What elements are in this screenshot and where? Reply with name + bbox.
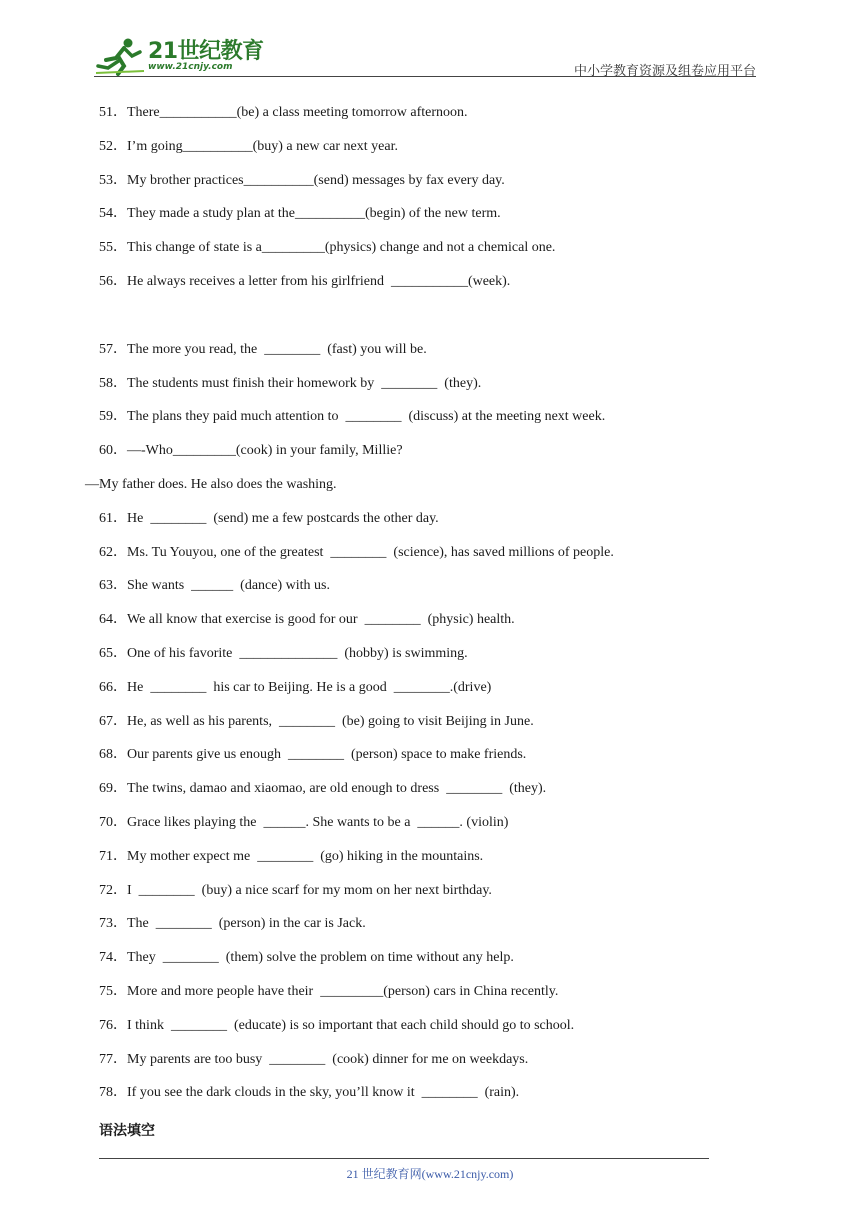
question-74: 74．They ________ (them) solve the problem on time without any help. bbox=[99, 950, 514, 966]
question-70: 70．Grace likes playing the ______. She wants to be a ______. (violin) bbox=[99, 814, 509, 830]
question-58: 58．The students must finish their homework by ________ (they). bbox=[99, 375, 482, 391]
question-63: 63．She wants ______ (dance) with us. bbox=[99, 578, 330, 594]
logo bbox=[94, 36, 264, 76]
question-53: 53．My brother practices__________(send) messages by fax every day. bbox=[99, 172, 505, 188]
blank-spacer bbox=[99, 306, 739, 340]
question-71: 71．My mother expect me ________ (go) hiking in the mountains. bbox=[99, 848, 484, 864]
question-67: 67．He, as well as his parents, ________ (be) going to visit Beijing in June. bbox=[99, 713, 534, 729]
question-76: 76．I think ________ (educate) is so important that each child should go to school. bbox=[99, 1017, 575, 1033]
page-header bbox=[94, 30, 756, 80]
question-78: 78．If you see the dark clouds in the sky, you’ll know it ________ (rain). bbox=[99, 1085, 520, 1101]
question-72: 72．I ________ (buy) a nice scarf for my mom on her next birthday. bbox=[99, 882, 492, 898]
question-54: 54．They made a study plan at the__________(begin) of the new term. bbox=[99, 206, 501, 222]
logo-title: 21世纪教育 bbox=[148, 39, 264, 64]
question-73: 73．The ________ (person) in the car is Jack. bbox=[99, 916, 366, 932]
question-51: 51．There___________(be) a class meeting tomorrow afternoon. bbox=[99, 105, 468, 120]
question-60: 60．—-Who_________(cook) in your family, Millie? bbox=[99, 443, 403, 459]
question-list bbox=[85, 103, 739, 1117]
logo-url: www.21cnjy.com bbox=[148, 62, 233, 72]
footer-divider bbox=[99, 1158, 709, 1159]
question-69: 69．The twins, damao and xiaomao, are old enough to dress ________ (they). bbox=[99, 781, 547, 797]
question-77: 77．My parents are too busy ________ (cook) dinner for me on weekdays. bbox=[99, 1051, 529, 1067]
question-65: 65．One of his favorite ______________ (hobby) is swimming. bbox=[99, 645, 468, 661]
question-56: 56．He always receives a letter from his girlfriend ___________(week). bbox=[99, 273, 511, 289]
question-52: 52．I’m going__________(buy) a new car next year. bbox=[99, 138, 398, 154]
runner-logo-icon bbox=[94, 36, 146, 76]
question-57: 57．The more you read, the ________ (fast) you will be. bbox=[99, 341, 427, 357]
question-62: 62．Ms. Tu Youyou, one of the greatest ________ (science), has saved millions of people. bbox=[99, 544, 614, 560]
question-55: 55．This change of state is a_________(physics) change and not a chemical one. bbox=[99, 240, 556, 256]
header-divider bbox=[94, 76, 756, 77]
question-60-answer: —My father does. He also does the washing. bbox=[85, 476, 337, 492]
question-59: 59．The plans they paid much attention to ________ (discuss) at the meeting next week. bbox=[99, 409, 606, 425]
question-64: 64．We all know that exercise is good for our ________ (physic) health. bbox=[99, 612, 515, 628]
section-title: 语法填空 bbox=[99, 1123, 155, 1139]
question-61: 61．He ________ (send) me a few postcards the other day. bbox=[99, 510, 439, 526]
question-66: 66．He ________ his car to Beijing. He is a good ________.(drive) bbox=[99, 679, 492, 695]
platform-label: 中小学教育资源及组卷应用平台 bbox=[573, 64, 756, 79]
question-75: 75．More and more people have their _________(person) cars in China recently. bbox=[99, 983, 559, 999]
footer-link[interactable]: 21 世纪教育网(www.21cnjy.com) bbox=[346, 1167, 514, 1181]
question-68: 68．Our parents give us enough ________ (person) space to make friends. bbox=[99, 747, 527, 763]
